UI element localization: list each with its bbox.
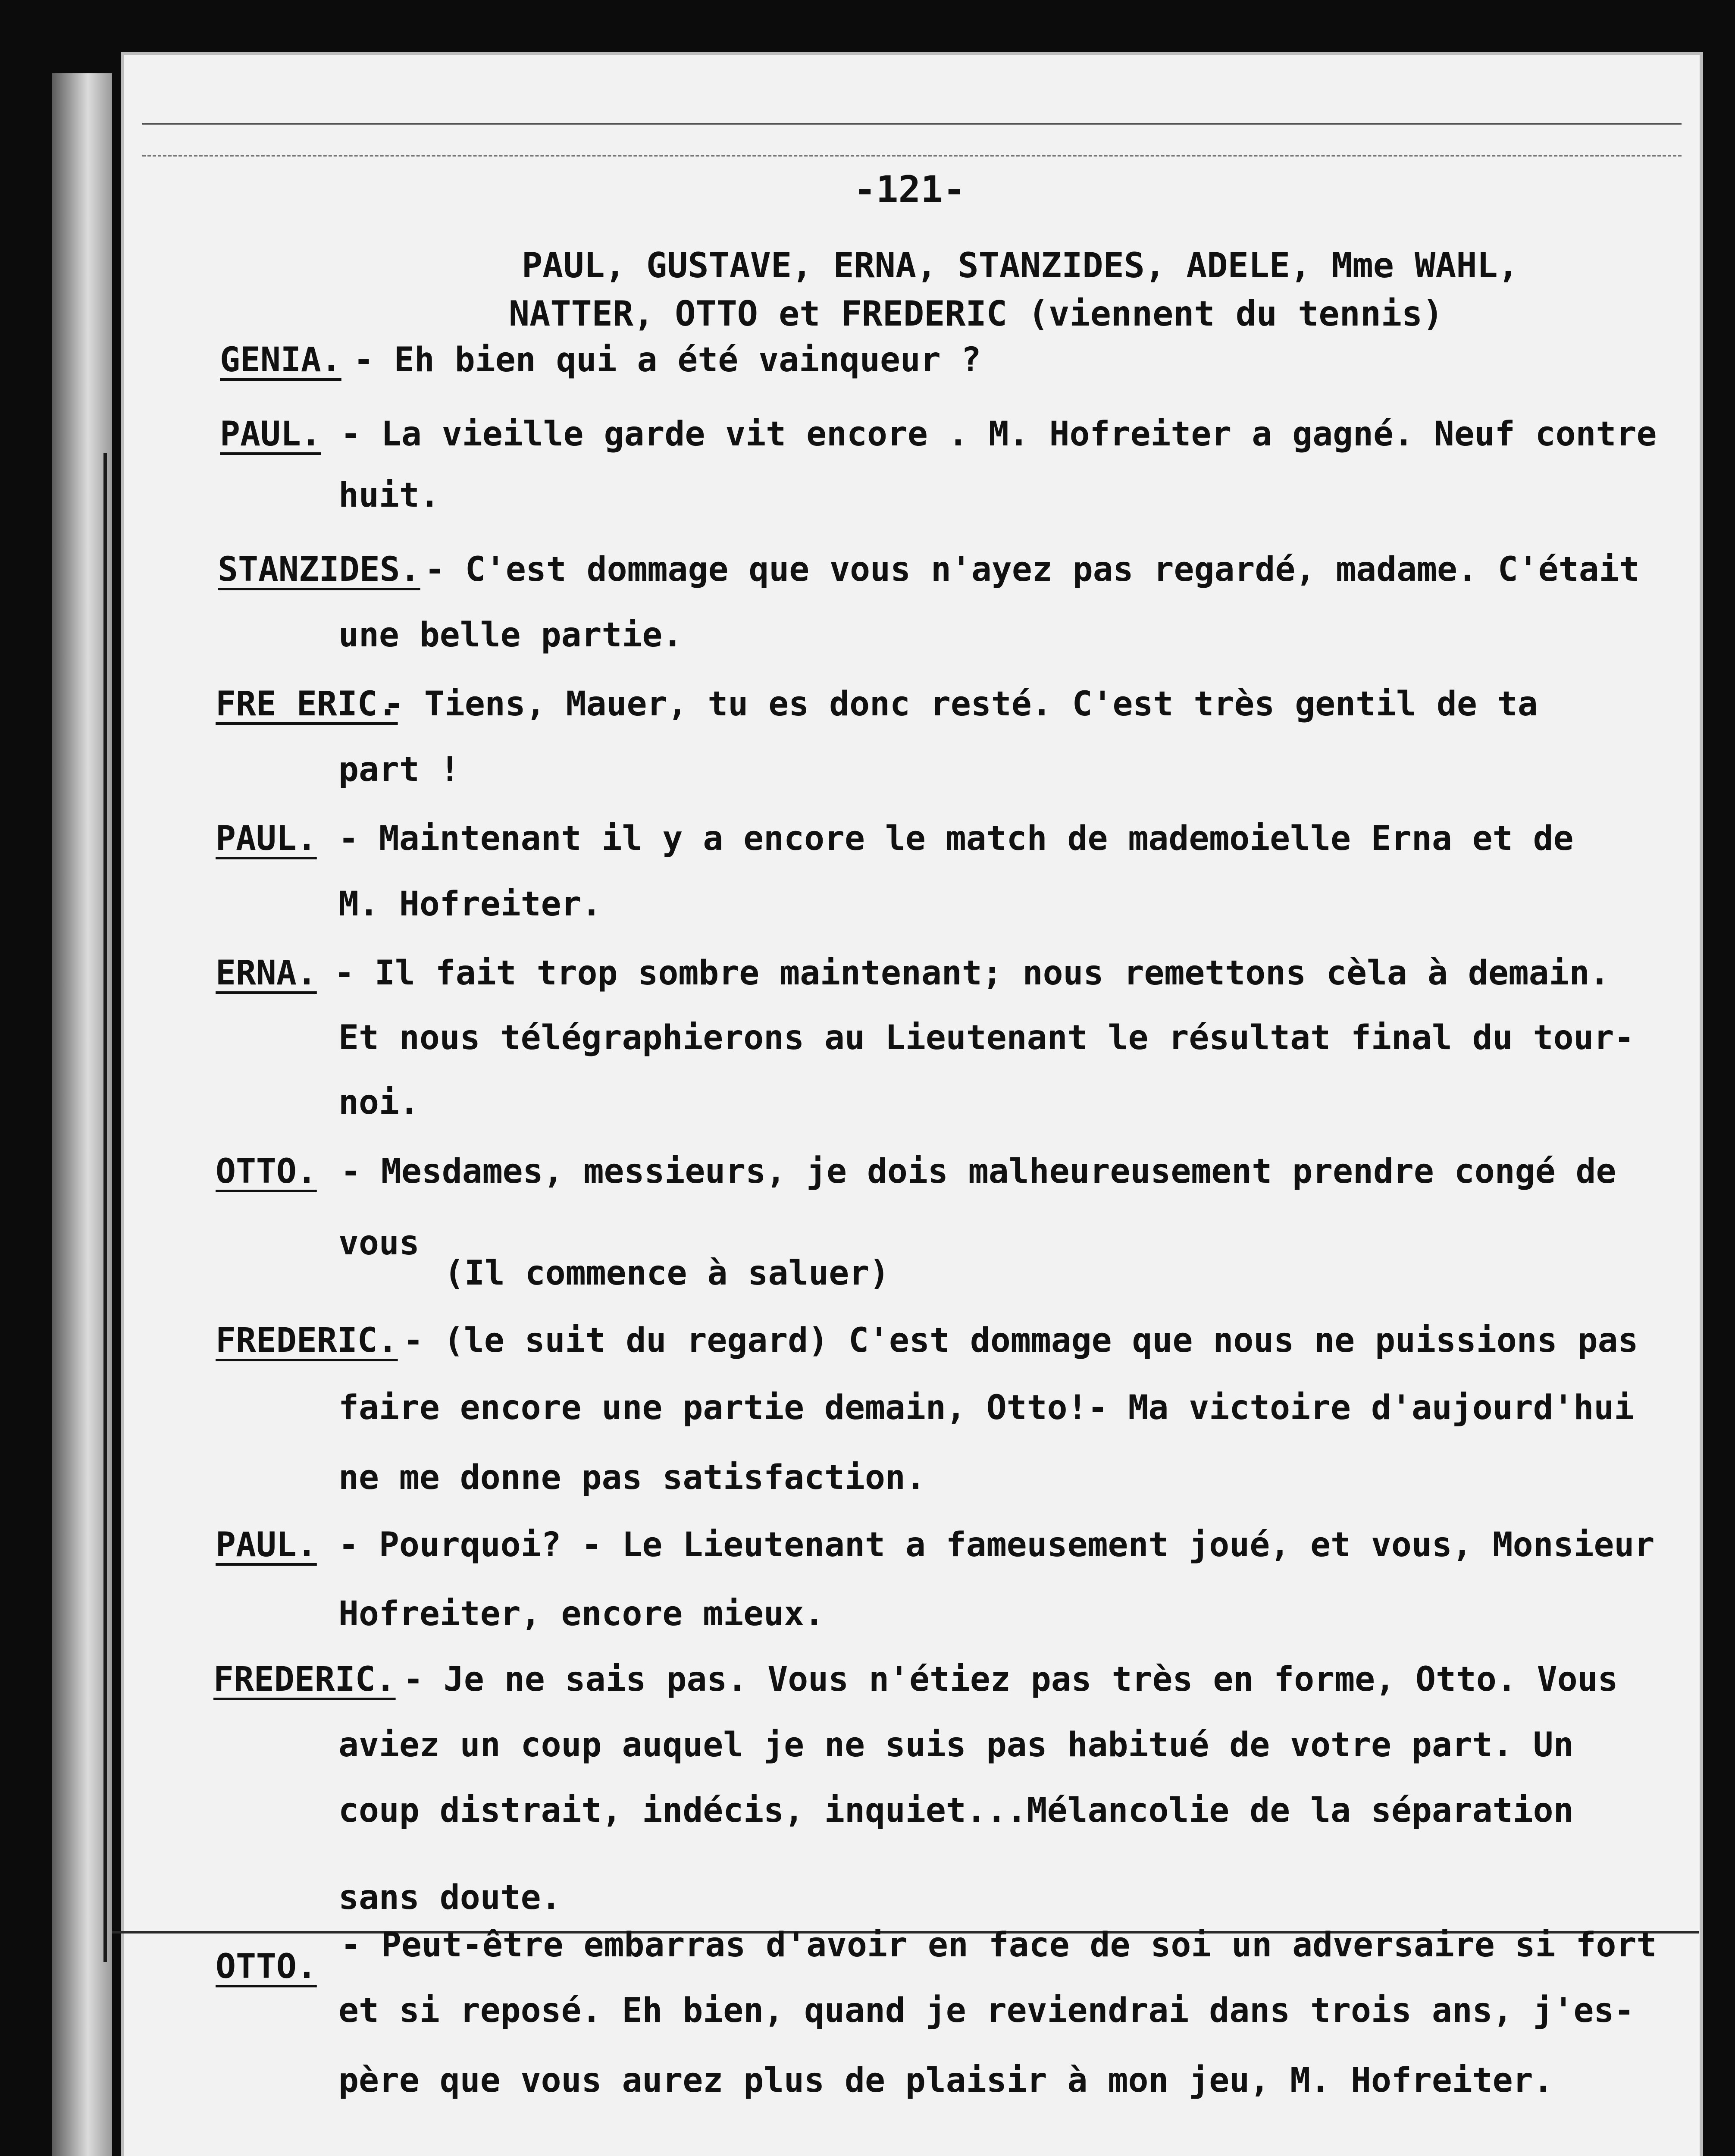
page-edge-shadow xyxy=(52,73,112,2156)
speaker-label: OTTO. xyxy=(216,1947,317,1986)
speaker-label: STANZIDES. xyxy=(218,550,420,589)
dialogue-line: Hofreiter, encore mieux. xyxy=(338,1595,825,1633)
dialogue-line: - La vieille garde vit encore . M. Hofreiter a gagné. Neuf contre xyxy=(341,415,1657,454)
dialogue-line: - (le suit du regard) C'est dommage que nous ne puissions pas xyxy=(403,1321,1638,1360)
dialogue-line: part ! xyxy=(338,750,460,789)
dialogue-line: aviez un coup auquel je ne suis pas habitué de votre part. Un xyxy=(338,1726,1574,1764)
dialogue-line: - Mesdames, messieurs, je dois malheureusement prendre congé de xyxy=(341,1152,1616,1191)
dialogue-line: - Maintenant il y a encore le match de mademoielle Erna et de xyxy=(338,819,1574,858)
speaker-label: PAUL. xyxy=(216,819,317,858)
speaker-label: GENIA. xyxy=(220,341,341,379)
dialogue-line: M. Hofreiter. xyxy=(338,885,602,924)
dialogue-line: ne me donne pas satisfaction. xyxy=(338,1458,926,1497)
top-perforation-strip xyxy=(142,123,1682,157)
dialogue-line: huit. xyxy=(338,476,440,515)
dialogue-line: noi. xyxy=(338,1083,420,1122)
dialogue-line: une belle partie. xyxy=(338,616,683,655)
speaker-label: FREDERIC. xyxy=(213,1660,396,1699)
speaker-label: PAUL. xyxy=(216,1526,317,1564)
dialogue-line: - Tiens, Mauer, tu es donc resté. C'est très gentil de ta xyxy=(384,685,1538,724)
dialogue-line: - Pourquoi? - Le Lieutenant a fameusement joué, et vous, Monsieur xyxy=(338,1526,1655,1564)
speaker-label: OTTO. xyxy=(216,1152,317,1191)
dialogue-line: sans doute. xyxy=(338,1878,561,1917)
speaker-label: FREDERIC. xyxy=(216,1321,398,1360)
dialogue-line: - Je ne sais pas. Vous n'étiez pas très en forme, Otto. Vous xyxy=(403,1660,1618,1699)
dialogue-line: - Il fait trop sombre maintenant; nous remettons cèla à demain. xyxy=(334,954,1610,993)
dialogue-line: - Eh bien qui a été vainqueur ? xyxy=(354,341,981,379)
dialogue-line: vous xyxy=(338,1224,420,1263)
dialogue-line: et si reposé. Eh bien, quand je reviendrai dans trois ans, j'es- xyxy=(338,1991,1635,2030)
dialogue-line: - C'est dommage que vous n'ayez pas regardé, madame. C'était xyxy=(425,550,1640,589)
dialogue-line: faire encore une partie demain, Otto!- Ma victoire d'aujourd'hui xyxy=(338,1388,1635,1427)
speaker-label: PAUL. xyxy=(220,415,321,454)
dialogue-line: père que vous aurez plus de plaisir à mon jeu, M. Hofreiter. xyxy=(338,2061,1553,2100)
scene-heading-line: PAUL, GUSTAVE, ERNA, STANZIDES, ADELE, Mme WAHL, xyxy=(522,245,1519,285)
dialogue-line: - Peut-être embarras d'avoir en face de soi un adversaire si fort xyxy=(341,1926,1657,1965)
dialogue-line: coup distrait, indécis, inquiet...Mélancolie de la séparation xyxy=(338,1791,1574,1830)
margin-rule xyxy=(103,453,107,1962)
speaker-label: ERNA. xyxy=(216,954,317,993)
stage-direction: (Il commence à saluer) xyxy=(444,1254,890,1293)
scene-heading-line: NATTER, OTTO et FREDERIC (viennent du tennis) xyxy=(509,294,1444,334)
page-number: -121- xyxy=(854,168,965,211)
dialogue-line: Et nous télégraphierons au Lieutenant le résultat final du tour- xyxy=(338,1018,1635,1057)
speaker-label: FRE ERIC. xyxy=(216,685,398,724)
scene-heading xyxy=(509,241,1531,338)
